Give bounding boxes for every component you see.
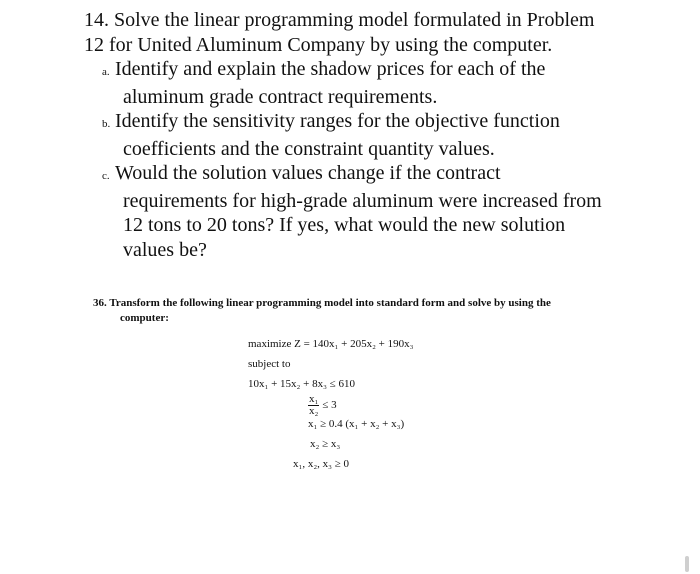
part-b-line-2: coefficients and the constraint quantity values.: [123, 137, 495, 160]
constraint-2-rhs: ≤ 3: [322, 399, 337, 412]
problem-14-line-2: 12 for United Aluminum Company by using the computer.: [84, 33, 553, 56]
part-b: [84, 109, 684, 137]
part-a-line-1: Identify and explain the shadow prices for each of the: [115, 58, 546, 80]
part-a-line-2: aluminum grade contract requirements.: [123, 85, 438, 108]
part-b-line-1: Identify the sensitivity ranges for the objective function: [115, 110, 560, 132]
lp-model: [248, 334, 413, 474]
constraint-2-denominator: x₂: [309, 405, 319, 417]
problem-36-line-2: computer:: [120, 312, 169, 324]
problem-14: [84, 8, 684, 262]
constraint-1: 10x₁ + 15x₂ + 8x₃ ≤ 610: [248, 378, 355, 390]
scrollbar-thumb[interactable]: [685, 556, 689, 572]
problem-36-number: 36.: [93, 297, 107, 309]
part-c: [84, 161, 684, 189]
part-a: [84, 57, 684, 85]
part-c-line-4: values be?: [123, 238, 207, 261]
problem-36: [93, 296, 623, 326]
problem-36-text: Transform the following linear programming model into standard form and solve by using the: [109, 297, 551, 309]
part-b-marker: b.: [102, 118, 111, 130]
objective-function: maximize Z = 140x₁ + 205x₂ + 190x₃: [248, 338, 414, 350]
problem-36-line-1: [93, 296, 623, 311]
subject-to-label: subject to: [248, 358, 291, 370]
problem-14-line-1: 14. Solve the linear programming model formulated in Problem: [84, 9, 595, 31]
part-c-line-2: requirements for high-grade aluminum were increased from: [123, 189, 602, 212]
constraint-4: x₂ ≥ x₃: [310, 438, 341, 450]
constraint-2-numerator: x₁: [309, 393, 319, 405]
nonnegativity-constraint: x₁, x₂, x₃ ≥ 0: [293, 458, 350, 470]
part-a-marker: a.: [102, 66, 110, 78]
constraint-3: x₁ ≥ 0.4 (x₁ + x₂ + x₃): [308, 418, 405, 430]
constraint-2: [248, 393, 413, 417]
part-c-marker: c.: [102, 170, 110, 182]
part-c-line-3: 12 tons to 20 tons? If yes, what would the new solution: [123, 214, 566, 236]
part-c-line-1: Would the solution values change if the contract: [115, 162, 501, 184]
